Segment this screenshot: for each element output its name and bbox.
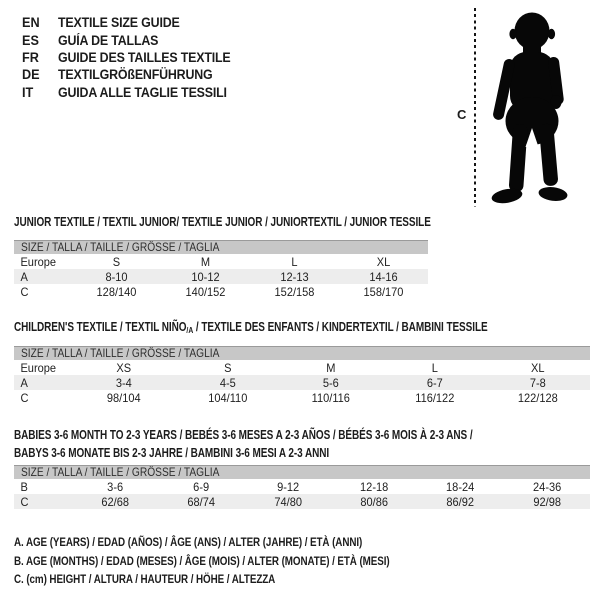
table-row-age: [14, 375, 590, 390]
language-row-es: [22, 31, 246, 48]
size-table-junior: [14, 240, 428, 299]
language-legend: [22, 14, 246, 101]
junior-table-title: [14, 215, 535, 229]
size-cell: 6-9: [193, 479, 210, 494]
title-subscript: /A: [186, 325, 194, 335]
legend-footnotes: [14, 533, 472, 589]
size-cell: 3-4: [115, 375, 132, 390]
size-cell: 116/122: [415, 390, 455, 405]
size-cell: 62/68: [101, 494, 129, 509]
size-cell: 104/110: [207, 390, 247, 405]
size-cell: 7-8: [530, 375, 547, 390]
row-label: A: [20, 269, 28, 284]
language-row-it: [22, 84, 246, 101]
size-cell: 3-6: [107, 479, 124, 494]
table-row-age-months: [14, 479, 590, 494]
size-cell: M: [326, 360, 336, 375]
table-row-europe: [14, 360, 590, 375]
size-table-children: [14, 346, 590, 405]
language-row-fr: [22, 49, 246, 66]
language-code: FR: [22, 49, 39, 65]
language-title: TEXTILE SIZE GUIDE: [58, 15, 180, 31]
table-row-height: [14, 390, 590, 405]
children-table-title: [14, 320, 600, 335]
size-cell: 24-36: [532, 479, 561, 494]
row-label: A: [20, 375, 28, 390]
title-part: / TEXTILE DES ENFANTS / KINDERTEXTIL / BAMBINI TESSILE: [193, 320, 488, 334]
size-cell: 8-10: [105, 269, 128, 284]
row-label: C: [20, 284, 29, 299]
size-cell: 140/152: [185, 284, 226, 299]
size-header-text: SIZE / TALLA / TAILLE / GRÖSSE / TAGLIA: [21, 465, 220, 479]
language-title: TEXTILGRÖßENFÜHRUNG: [58, 67, 213, 83]
language-code: EN: [22, 15, 40, 31]
size-cell: XL: [531, 360, 545, 375]
junior-table-title-text: JUNIOR TEXTILE / TEXTIL JUNIOR/ TEXTILE JUNIOR / JUNIORTEXTIL / JUNIOR TESSILE: [14, 215, 431, 229]
table-row-age: [14, 269, 428, 284]
table-row-europe: [14, 254, 428, 269]
size-cell: 86/92: [446, 494, 475, 509]
language-code: IT: [22, 84, 34, 100]
row-label: C: [20, 494, 29, 509]
size-cell: 9-12: [276, 479, 299, 494]
size-cell: 14-16: [369, 269, 398, 284]
size-cell: XS: [116, 360, 132, 375]
height-dashed-line: [474, 8, 476, 207]
language-code: DE: [22, 67, 40, 83]
language-title: GUIDA ALLE TAGLIE TESSILI: [58, 84, 227, 100]
baby-silhouette: [486, 6, 582, 208]
size-cell: 122/128: [518, 390, 559, 405]
row-label: Europe: [20, 360, 57, 375]
size-cell: S: [223, 360, 232, 375]
size-cell: L: [291, 254, 298, 269]
babies-table-title-line1: BABIES 3-6 MONTH TO 2-3 YEARS / BEBÉS 3-6 MESES A 2-3 AÑOS / BÉBÉS 3-6 MOIS À 2-3 ANS /: [14, 428, 473, 442]
size-cell: 98/104: [106, 390, 141, 405]
language-row-en: [22, 14, 246, 31]
size-cell: M: [200, 254, 211, 269]
row-label: B: [20, 479, 28, 494]
size-cell: 4-5: [219, 375, 236, 390]
babies-table-title: [14, 426, 587, 462]
footnote-age-months: [14, 552, 472, 571]
footnote-age-years: [14, 533, 472, 552]
size-cell: XL: [376, 254, 391, 269]
footnote-text: C. (cm) HEIGHT / ALTURA / HAUTEUR / HÖHE / ALTEZZA: [14, 572, 276, 587]
size-cell: 18-24: [446, 479, 475, 494]
size-cell: 68/74: [187, 494, 216, 509]
size-cell: 128/140: [96, 284, 137, 299]
size-header-text: SIZE / TALLA / TAILLE / GRÖSSE / TAGLIA: [21, 240, 220, 254]
size-cell: 12-13: [280, 269, 309, 284]
size-header-band: [14, 346, 590, 360]
language-row-de: [22, 66, 246, 83]
size-cell: 5-6: [323, 375, 339, 390]
language-code: ES: [22, 32, 39, 48]
size-header-band: [14, 465, 590, 479]
size-table-babies: [14, 465, 590, 509]
row-label: Europe: [20, 254, 57, 269]
footnote-text: A. AGE (YEARS) / EDAD (AÑOS) / ÂGE (ANS) / ALTER (JAHRE) / ETÀ (ANNI): [14, 535, 363, 549]
language-title: GUIDE DES TAILLES TEXTILE: [58, 49, 231, 65]
table-row-height: [14, 494, 590, 509]
size-cell: S: [112, 254, 121, 269]
size-cell: 80/86: [360, 494, 388, 509]
size-cell: 12-18: [360, 479, 389, 494]
size-cell: 10-12: [191, 269, 220, 284]
row-label: C: [20, 390, 29, 405]
size-cell: 74/80: [273, 494, 302, 509]
size-cell: 152/158: [274, 284, 315, 299]
size-cell: 110/116: [311, 390, 351, 405]
size-cell: 6-7: [426, 375, 443, 390]
title-part: CHILDREN'S TEXTILE / TEXTIL NIÑO: [14, 320, 187, 334]
table-row-height: [14, 284, 428, 299]
size-cell: L: [431, 360, 438, 375]
size-header-band: [14, 240, 428, 254]
children-table-title-text: [14, 320, 488, 335]
size-cell: 92/98: [532, 494, 561, 509]
size-cell: 158/170: [363, 284, 404, 299]
footnote-height: [14, 570, 472, 589]
footnote-text: B. AGE (MONTHS) / EDAD (MESES) / ÂGE (MOIS) / ALTER (MONATE) / ETÀ (MESI): [14, 553, 390, 568]
size-header-text: SIZE / TALLA / TAILLE / GRÖSSE / TAGLIA: [21, 346, 220, 360]
height-measure-label: C: [457, 107, 467, 122]
babies-table-title-line2: BABYS 3-6 MONATE BIS 2-3 JAHRE / BAMBINI 3-6 MESI A 2-3 ANNI: [14, 446, 330, 460]
language-title: GUÍA DE TALLAS: [58, 32, 159, 48]
